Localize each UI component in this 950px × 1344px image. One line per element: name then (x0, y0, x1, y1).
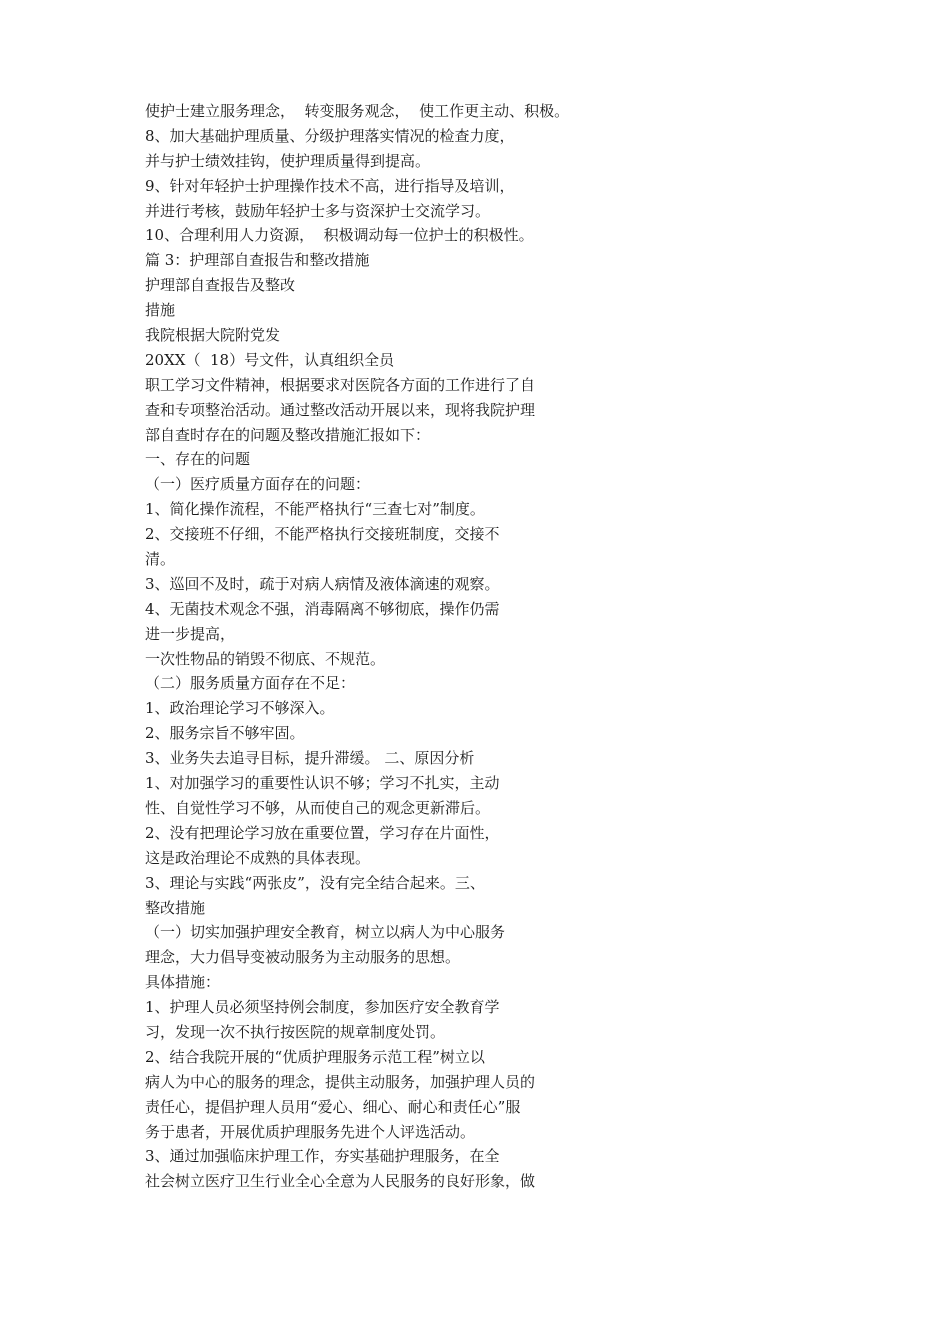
text-line: 1、政治理论学习不够深入。 (145, 699, 335, 718)
text-line: 务于患者，开展优质护理服务先进个人评选活动。 (145, 1122, 476, 1141)
text-line: 10、合理利用人力资源， 积极调动每一位护士的积极性。 (145, 226, 534, 245)
subsection-heading: （二）服务质量方面存在不足： (145, 674, 356, 693)
text-line: 查和专项整治活动。通过整改活动开展以来，现将我院护理 (145, 400, 536, 419)
text-line: 社会树立医疗卫生行业全心全意为人民服务的良好形象，做 (145, 1172, 536, 1191)
text-line: 3、业务失去追寻目标，提升滞缓。 二、原因分析 (145, 749, 475, 768)
text-line: 清。 (145, 550, 176, 569)
subsection-heading: （一）切实加强护理安全教育，树立以病人为中心服务 (145, 923, 506, 942)
section-heading: 整改措施 (145, 898, 206, 917)
text-line: 2、交接班不仔细，不能严格执行交接班制度，交接不 (145, 525, 500, 544)
text-line: 并与护士绩效挂钩，使护理质量得到提高。 (145, 151, 431, 170)
text-line: 职工学习文件精神，根据要求对医院各方面的工作进行了自 (145, 375, 536, 394)
text-line: 1、对加强学习的重要性认识不够；学习不扎实，主动 (145, 774, 500, 793)
text-line: 习，发现一次不执行按医院的规章制度处罚。 (145, 1022, 446, 1041)
text-line: 2、没有把理论学习放在重要位置，学习存在片面性， (145, 823, 500, 842)
text-line: 进一步提高， (145, 624, 236, 643)
text-line: 理念，大力倡导变被动服务为主动服务的思想。 (145, 948, 461, 967)
text-line: 8、加大基础护理质量、分级护理落实情况的检查力度， (145, 126, 515, 145)
text-line: 并进行考核，鼓励年轻护士多与资深护士交流学习。 (145, 201, 491, 220)
text-line: 具体措施： (145, 973, 221, 992)
text-line: 使护士建立服务理念， 转变服务观念， 使工作更主动、积极。 (145, 102, 570, 120)
document-body (145, 99, 645, 1194)
text-line: 这是政治理论不成熟的具体表现。 (145, 848, 371, 867)
text-line: 性、自觉性学习不够，从而使自己的观念更新滞后。 (145, 798, 491, 817)
title-line: 护理部自查报告及整改 (145, 276, 296, 295)
text-line: 2、结合我院开展的“优质护理服务示范工程”树立以 (145, 1047, 485, 1066)
subsection-heading: （一）医疗质量方面存在的问题： (145, 475, 371, 494)
text-line: 部自查时存在的问题及整改措施汇报如下： (145, 425, 431, 444)
section-heading: 一、存在的问题 (145, 450, 251, 469)
text-line: 2、服务宗旨不够牢固。 (145, 724, 305, 743)
text-line: 4、无菌技术观念不强，消毒隔离不够彻底，操作仍需 (145, 599, 500, 618)
text-line: 一次性物品的销毁不彻底、不规范。 (145, 649, 386, 668)
text-line: 1、护理人员必须坚持例会制度，参加医疗安全教育学 (145, 998, 500, 1017)
section-heading: 篇 3：护理部自查报告和整改措施 (145, 251, 370, 270)
text-line: 病人为中心的服务的理念，提供主动服务，加强护理人员的 (145, 1072, 536, 1091)
text-line: 9、针对年轻护士护理操作技术不高，进行指导及培训， (145, 176, 515, 195)
text-line: 责任心，提倡护理人员用“爱心、细心、耐心和责任心”服 (145, 1097, 521, 1116)
text-line: 20XX（ 18）号文件，认真组织全员 (145, 350, 395, 369)
text-line: 1、简化操作流程，不能严格执行“三查七对”制度。 (145, 500, 485, 519)
text-line: 3、巡回不及时，疏于对病人病情及液体滴速的观察。 (145, 574, 500, 593)
title-line: 措施 (145, 301, 176, 320)
text-line: 我院根据大院附党发 (145, 326, 281, 345)
text-line: 3、通过加强临床护理工作，夯实基础护理服务，在全 (145, 1147, 500, 1166)
text-line: 3、理论与实践“两张皮”，没有完全结合起来。三、 (145, 873, 485, 892)
